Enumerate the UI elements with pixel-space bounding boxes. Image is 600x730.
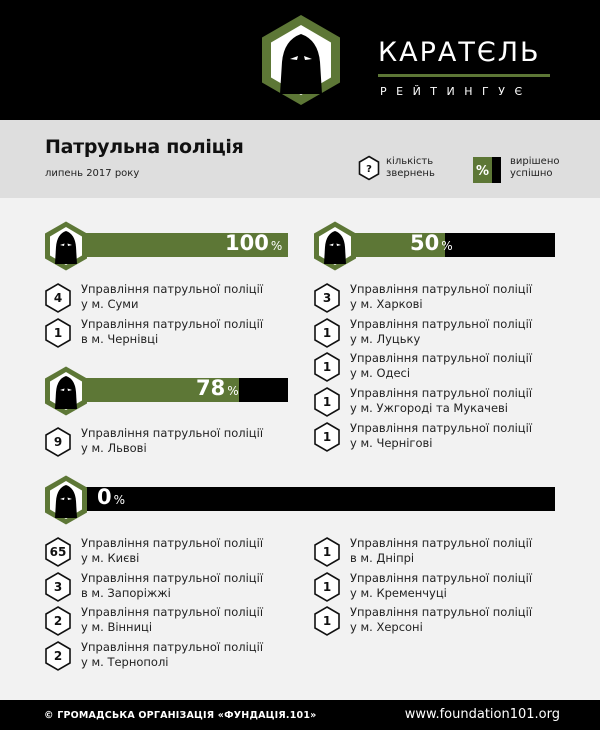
- footer: [0, 700, 600, 730]
- count-badge: 4: [44, 282, 72, 314]
- count-badge: 2: [44, 640, 72, 672]
- count-badge: 1: [313, 536, 341, 568]
- count-badge: 65: [44, 536, 72, 568]
- count-badge: 1: [44, 317, 72, 349]
- count-badge: 1: [313, 386, 341, 418]
- group-78-mask-icon: [43, 365, 89, 421]
- hooded-figure-logo-icon: [258, 12, 344, 108]
- brand-divider: [378, 74, 550, 77]
- group-0-percent: 0 %: [97, 485, 126, 509]
- footer-website-link[interactable]: www.foundation101.org: [404, 707, 560, 722]
- legend-count-symbol: ?: [366, 164, 372, 175]
- brand-subtitle: РЕЙТИНГУЄ: [380, 85, 532, 98]
- page-date: липень 2017 року: [45, 168, 140, 179]
- page-title: Патрульна поліція: [45, 136, 244, 158]
- group-100-percent: 100 %: [225, 231, 283, 255]
- count-badge: 2: [44, 605, 72, 637]
- count-badge: 1: [313, 351, 341, 383]
- legend-pct-text: вирішено успішно: [510, 156, 560, 179]
- count-hexagon-icon: [358, 155, 380, 181]
- group-78-percent: 78 %: [196, 376, 239, 400]
- count-badge: 1: [313, 605, 341, 637]
- count-badge: 3: [313, 282, 341, 314]
- count-badge: 1: [313, 421, 341, 453]
- group-78-bar: [65, 378, 288, 402]
- group-50-mask-icon: [312, 220, 358, 276]
- percent-swatch-icon: [473, 157, 501, 183]
- group-100-mask-icon: [43, 220, 89, 276]
- group-0-mask-icon: [43, 474, 89, 530]
- brand: [378, 38, 558, 98]
- legend-count-text: кількість звернень: [386, 156, 435, 179]
- group-50-percent: 50 %: [410, 231, 453, 255]
- count-badge: 3: [44, 571, 72, 603]
- group-50-bar: [334, 233, 555, 257]
- count-badge: 1: [313, 571, 341, 603]
- group-100-bar: [65, 233, 288, 257]
- legend-pct-symbol: %: [475, 164, 490, 179]
- group-0-bar: [65, 487, 555, 511]
- header: [0, 0, 600, 120]
- footer-copyright: © ГРОМАДСЬКА ОРГАНІЗАЦІЯ «ФУНДАЦІЯ.101»: [44, 710, 317, 721]
- count-badge: 9: [44, 426, 72, 458]
- count-badge: 1: [313, 317, 341, 349]
- brand-title: КАРАТЄЛЬ: [378, 37, 541, 68]
